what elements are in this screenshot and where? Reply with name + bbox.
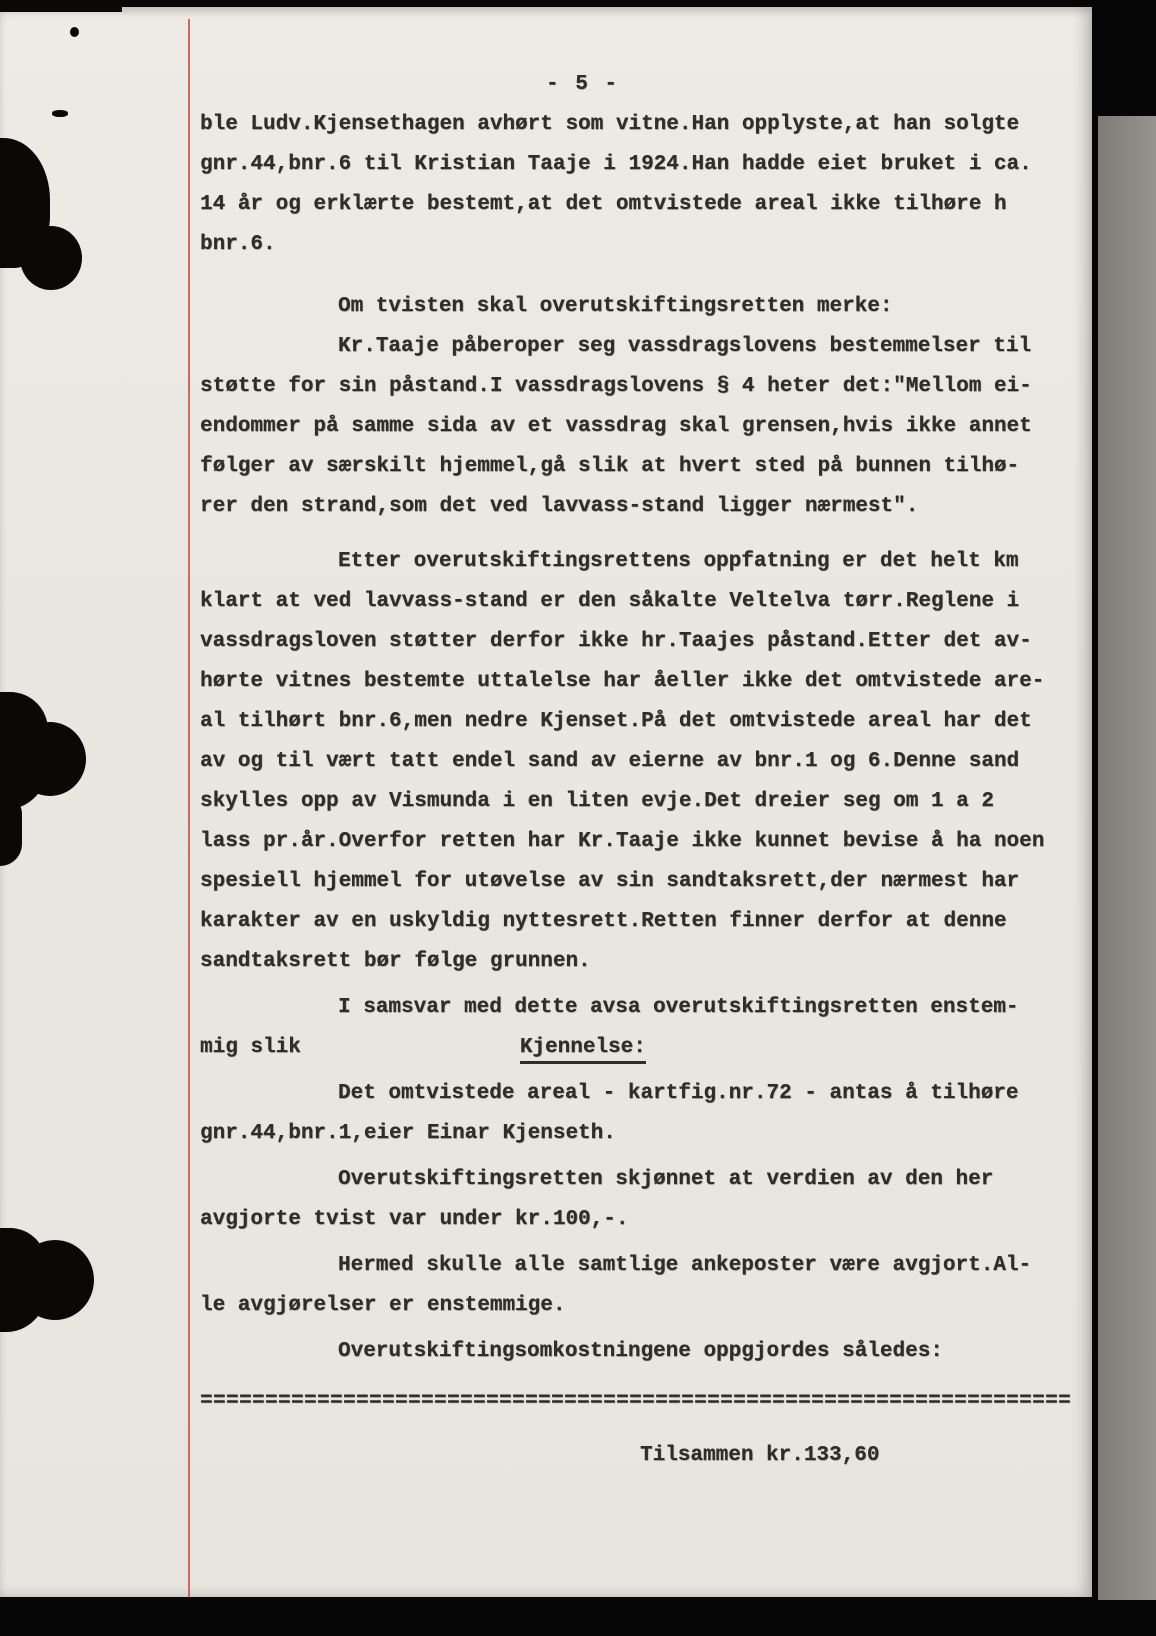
ink-blot: [20, 226, 82, 290]
scan-corner-shadow: [1098, 0, 1156, 116]
text-line: avgjorte tvist var under kr.100,-.: [200, 1208, 629, 1231]
text-line: klart at ved lavvass-stand er den såkalte Veltelva tørr.Reglene i: [200, 590, 1020, 613]
text-line: rer den strand,som det ved lavvass-stand ligger nærmest".: [200, 495, 919, 518]
text-line: Om tvisten skal overutskiftingsretten merke:: [338, 295, 893, 318]
text-line: sandtaksrett bør følge grunnen.: [200, 950, 591, 973]
text-line: Overutskiftingsomkostningene oppgjordes således:: [338, 1340, 943, 1363]
document-text: [200, 65, 1074, 1476]
text-line: Det omtvistede areal - kartfig.nr.72 - antas å tilhøre: [338, 1082, 1019, 1105]
text-line: I samsvar med dette avsa overutskiftingsretten enstem-: [338, 996, 1019, 1019]
text-line: skylles opp av Vismunda i en liten evje.Det dreier seg om 1 a 2: [200, 790, 994, 813]
text-line: gnr.44,bnr.6 til Kristian Taaje i 1924.Han hadde eiet bruket i ca.: [200, 153, 1032, 176]
text-line: al tilhørt bnr.6,men nedre Kjenset.På det omtvistede areal har det: [200, 710, 1032, 733]
ink-blot: [16, 1240, 94, 1320]
scan-background-edge: [1098, 0, 1156, 1636]
paper-sheet: [0, 7, 1092, 1597]
kjennelse-line: [200, 1028, 1074, 1068]
text-line: hørte vitnes bestemte uttalelse har åeller ikke det omtvistede are-: [200, 670, 1045, 693]
total-amount-line: Tilsammen kr.133,60: [640, 1444, 880, 1467]
paragraph-4: [200, 542, 1074, 982]
typed-separator-line: ===================================================================: [200, 1390, 1072, 1413]
ink-blot: [14, 722, 86, 796]
text-line: le avgjørelser er enstemmige.: [200, 1294, 566, 1317]
text-line: Etter overutskiftingsrettens oppfatning er det helt km: [338, 550, 1019, 573]
scan-speck: [70, 27, 79, 37]
text-line: endommer på samme sida av et vassdrag skal grensen,hvis ikke annet: [200, 415, 1032, 438]
paragraph-5: [200, 988, 1074, 1068]
text-line: følger av særskilt hjemmel,gå slik at hvert sted på bunnen tilhø-: [200, 455, 1020, 478]
paragraph-6: [200, 1074, 1074, 1154]
paragraph-2: [200, 287, 1074, 327]
text-line: vassdragsloven støtter derfor ikke hr.Taajes påstand.Etter det av-: [200, 630, 1032, 653]
paragraph-3: [200, 327, 1074, 527]
text-line: mig slik: [200, 1036, 301, 1059]
page-number: - 5 -: [546, 73, 620, 96]
scan-corner-shadow: [1098, 1600, 1156, 1636]
text-line: lass pr.år.Overfor retten har Kr.Taaje ikke kunnet bevise å ha noen: [200, 830, 1045, 853]
paragraph-1: [200, 105, 1074, 265]
text-line: bnr.6.: [200, 233, 276, 256]
paragraph-8: [200, 1246, 1074, 1326]
text-line: av og til vært tatt endel sand av eierne av bnr.1 og 6.Denne sand: [200, 750, 1020, 773]
scan-corner-shadow: [0, 0, 122, 12]
red-margin-line: [188, 19, 190, 1597]
text-line: ble Ludv.Kjensethagen avhørt som vitne.Han opplyste,at han solgte: [200, 113, 1020, 136]
text-line: karakter av en uskyldig nyttesrett.Retten finner derfor at denne: [200, 910, 1007, 933]
text-line: spesiell hjemmel for utøvelse av sin sandtaksrett,der nærmest har: [200, 870, 1020, 893]
text-line: Overutskiftingsretten skjønnet at verdien av den her: [338, 1168, 994, 1191]
paragraph-9: [200, 1332, 1074, 1372]
text-line: gnr.44,bnr.1,eier Einar Kjenseth.: [200, 1122, 616, 1145]
text-line: 14 år og erklærte bestemt,at det omtvistede areal ikke tilhøre h: [200, 193, 1007, 216]
text-line: Hermed skulle alle samtlige ankeposter være avgjort.Al-: [338, 1254, 1032, 1277]
text-line: Kr.Taaje påberoper seg vassdragslovens bestemmelser til: [338, 335, 1032, 358]
kjennelse-heading: Kjennelse:: [520, 1035, 646, 1064]
text-line: støtte for sin påstand.I vassdragslovens § 4 heter det:"Mellom ei-: [200, 375, 1032, 398]
paragraph-7: [200, 1160, 1074, 1240]
scan-speck: [52, 110, 68, 117]
